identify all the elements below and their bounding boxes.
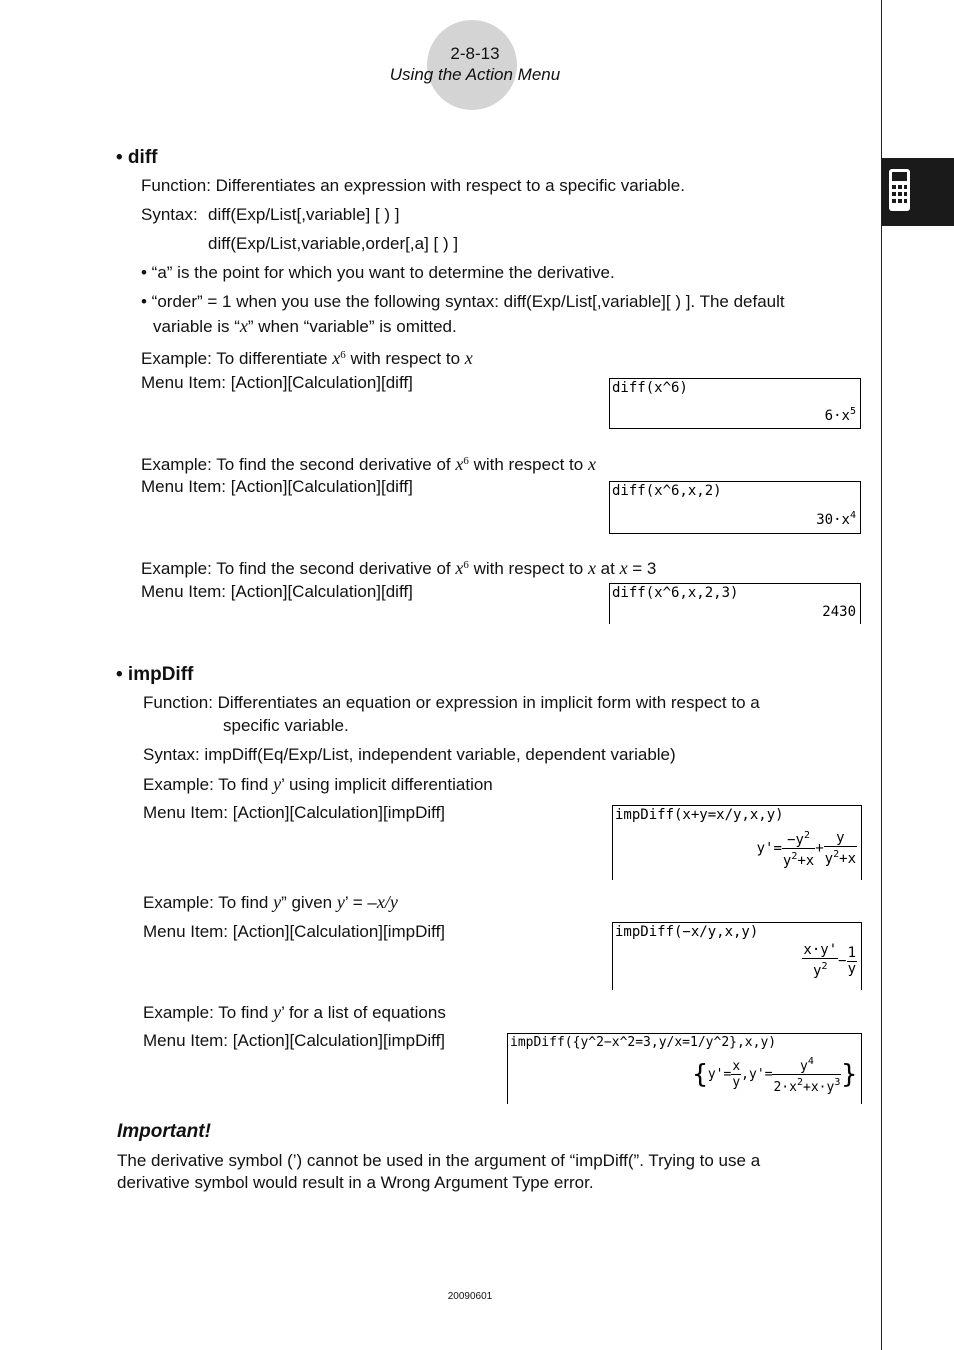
diff-bullet-order-cont: variable is “x” when “variable” is omitted.: [153, 316, 457, 336]
footer-code: 20090601: [447, 1291, 493, 1302]
impdiff-function: Function: Differentiates an equation or expression in implicit form with respect to a: [143, 693, 760, 712]
diff-menu-item-3: Menu Item: [Action][Calculation][diff]: [141, 582, 413, 601]
impdiff-menu-item-2: Menu Item: [Action][Calculation][impDiff]: [143, 922, 446, 941]
screen-input: diff(x^6,x,2): [612, 483, 722, 499]
impdiff-example-3: Example: To find y’ for a list of equations: [143, 1002, 446, 1022]
diff-example-2: Example: To find the second derivative of $x^6$ with respect to x: [141, 454, 596, 474]
diff-screen-2: [609, 481, 861, 534]
screen-output: $\frac{x\cdot y'}{y^2}$ − $\frac{1}{y}$: [803, 942, 856, 979]
impdiff-example-1: Example: To find y’ using implicit differentiation: [143, 774, 493, 794]
section-title: Using the Action Menu: [389, 65, 561, 84]
screen-input: impDiff(−x/y,x,y): [615, 924, 759, 940]
impdiff-screen-3: [507, 1033, 862, 1104]
screen-output: {y'= $\frac{x}{y}$ ,y'= $\frac{y^4}{2\cdot x^2+x\cdot y^3}$ }: [692, 1056, 857, 1095]
screen-input: impDiff({y^2−x^2=3,y/x=1/y^2},x,y): [510, 1035, 777, 1050]
screen-output: $6\cdot x^5$: [824, 406, 856, 424]
important-heading: Important!: [117, 1121, 211, 1142]
impdiff-syntax: Syntax: impDiff(Eq/Exp/List, independent variable, dependent variable): [143, 745, 676, 764]
diff-bullet-order: • “order” = 1 when you use the following syntax: diff(Exp/List[,variable][ ) ]. The default: [141, 292, 785, 311]
diff-function: Function: Differentiates an expression with respect to a specific variable.: [141, 176, 685, 195]
diff-example-3: Example: To find the second derivative of $x^6$ with respect to x at x = 3: [141, 558, 657, 578]
diff-heading: • diff: [116, 147, 158, 168]
screen-input: diff(x^6,x,2,3): [612, 585, 739, 601]
important-text-1: The derivative symbol (’) cannot be used in the argument of “impDiff(”. Trying to use a: [117, 1151, 761, 1170]
impdiff-menu-item-3: Menu Item: [Action][Calculation][impDiff]: [143, 1031, 446, 1050]
impdiff-screen-2: [612, 922, 862, 990]
diff-example-1: Example: To differentiate $x^6$ with respect to x: [141, 348, 473, 368]
screen-output: $30\cdot x^4$: [816, 510, 856, 528]
impdiff-example-2: Example: To find y” given y’ = –x/y: [143, 892, 398, 912]
chapter-tab: [882, 158, 954, 226]
page-number: 2-8-13: [450, 44, 500, 63]
diff-syntax-1: diff(Exp/List[,variable] [ ) ]: [208, 205, 400, 224]
diff-screen-1: [609, 378, 861, 429]
impdiff-heading: • impDiff: [116, 664, 194, 685]
screen-output: 2430: [822, 604, 856, 620]
diff-bullet-a: • “a” is the point for which you want to determine the derivative.: [141, 263, 615, 282]
diff-screen-3: [609, 583, 861, 624]
diff-menu-item-1: Menu Item: [Action][Calculation][diff]: [141, 373, 413, 392]
impdiff-screen-1: [612, 805, 862, 880]
screen-output: y'= $\frac{-y^2}{y^2+x}$ + $\frac{y}{y^2+x}$: [756, 829, 856, 869]
impdiff-menu-item-1: Menu Item: [Action][Calculation][impDiff]: [143, 803, 446, 822]
screen-input: impDiff(x+y=x/y,x,y): [615, 807, 784, 823]
diff-syntax-2: diff(Exp/List,variable,order[,a] [ ) ]: [208, 234, 459, 253]
important-text-2: derivative symbol would result in a Wrong Argument Type error.: [117, 1173, 594, 1192]
diff-menu-item-2: Menu Item: [Action][Calculation][diff]: [141, 477, 413, 496]
impdiff-function-cont: specific variable.: [223, 716, 349, 735]
diff-syntax-label: Syntax:: [141, 205, 198, 224]
calculator-icon: [888, 168, 922, 216]
screen-input: diff(x^6): [612, 380, 688, 396]
